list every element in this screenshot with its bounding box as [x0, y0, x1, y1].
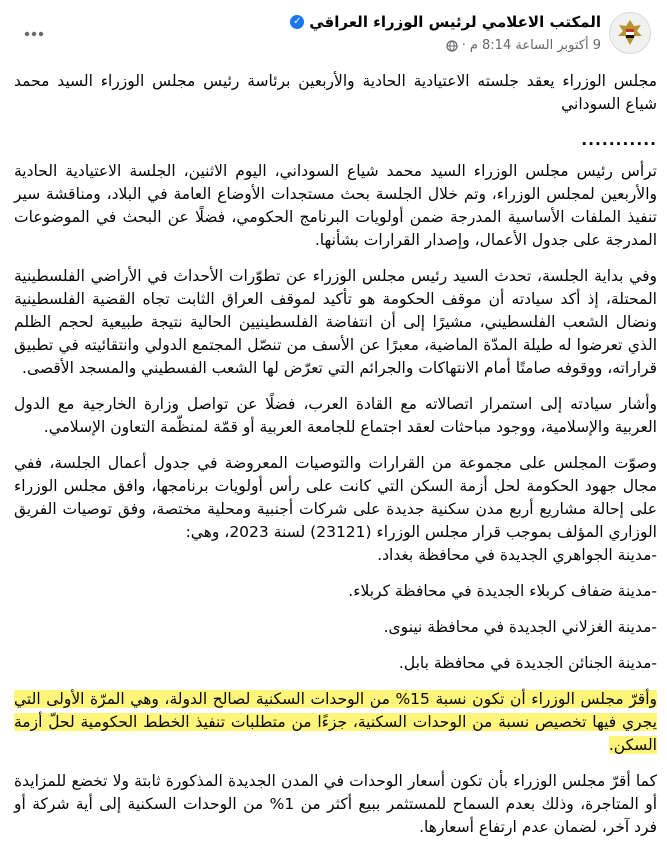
- page-name-row: [290, 13, 601, 31]
- more-options-icon: [24, 31, 44, 37]
- paragraph-fixed-prices: كما أقرّ مجلس الوزراء بأن تكون أسعار الوحدات في المدن الجديدة المذكورة ثابتة ولا تخضع للمزايدة أو المتاجرة، وذلك بعدم السماح للمستثمر ببيع أكثر من 1% من الوحدات السكنية إلى أية شركة أو فرد آخر، لضمان عدم ارتفاع أسعارها.: [14, 772, 657, 836]
- paragraph-arab-contacts: وأشار سيادته إلى استمرار اتصالاته مع القادة العرب، فضلًا عن تواصل وزارة الخارجية مع الدول العربية والإسلامية، ووجود مباحثات لعقد اجتماع للجامعة العربية أو قمّة لمنظّمة التعاون الإسلامي.: [14, 395, 657, 436]
- post-timestamp[interactable]: 9 أكتوبر الساعة 8:14 م: [469, 38, 601, 53]
- post-meta: [446, 38, 601, 53]
- post-header: [0, 0, 667, 70]
- housing-decisions-text: وصوّت المجلس على مجموعة من القرارات والتوصيات المعروضة في جدول أعمال الجلسة، ففي مجال جهود الحكومة لحل أزمة السكن التي كانت على رأس أولويات برنامجها، وافق مجلس الوزراء على إحالة مشاريع أربع مدن سكنية جديدة على شركات أجنبية ومحلية مختصة، وفق توصيات الفريق الوزاري المؤلف بموجب قرار مجلس الوزراء (23121) لسنة 2023، وهي:: [14, 454, 657, 541]
- list-item: -مدينة الجواهري الجديدة في محافظة بغداد.: [377, 546, 657, 564]
- post-headline: مجلس الوزراء يعقد جلسته الاعتيادية الحادية والأربعين برئاسة رئيس مجلس الوزراء السيد محمد شياع السوداني: [14, 72, 657, 113]
- paragraph-highlighted: [14, 688, 657, 757]
- list-item: -مدينة الغزلاني الجديدة في محافظة نينوى.: [383, 618, 657, 636]
- page-name[interactable]: المكتب الاعلامي لرئيس الوزراء العراقي: [309, 13, 601, 31]
- list-item: -مدينة الجنائن الجديدة في محافظة بابل.: [398, 654, 657, 672]
- dots-separator: ...........: [581, 131, 657, 149]
- highlighted-text: وأقرّ مجلس الوزراء أن تكون نسبة 15% من الوحدات السكنية لصالح الدولة، وهي المرّة الأولى التي يجري فيها تخصيص نسبة من الوحدات السكنية، جزءًا من متطلبات تنفيذ الخطط الحكومية لحلّ أزمة السكن.: [14, 690, 657, 754]
- list-item: -مدينة ضفاف كربلاء الجديدة في محافظة كربلاء.: [348, 582, 657, 600]
- paragraph-palestine: وفي بداية الجلسة، تحدث السيد رئيس مجلس الوزراء عن تطوّرات الأحداث في الأراضي الفلسطينية المحتلة، إذ أكد سيادته أن موقف الحكومة هو تأكيد لموقف العراق الثابت تجاه القضية الفلسطينية ونضال الشعب الفلسطيني، مشيرًا إلى أن انتفاضة الفلسطينيين الحالية نتيجة طبيعية لحجم الظلم الذي تعرضوا له طيلة المدّة الماضية، معبرًا عن الأسف من تنصّل المجتمع الدولي وانتقائيته في تطبيق قراراته، ووقوفه صامتًا أمام الانتهاكات والجرائم التي تعرّض لها الشعب الفسطيني والمسجد الأقصى.: [14, 267, 657, 377]
- verified-badge-icon: ✓: [290, 15, 304, 29]
- iraq-emblem-icon: [613, 16, 647, 50]
- meta-separator: ·: [461, 38, 466, 53]
- globe-icon: [446, 40, 458, 52]
- page-avatar[interactable]: [609, 12, 651, 54]
- paragraph-housing-decisions: [14, 452, 657, 544]
- paragraph-session-intro: ترأس رئيس مجلس الوزراء السيد محمد شياع السوداني، اليوم الاثنين، الجلسة الاعتيادية الحادية والأربعين لمجلس الوزراء، وتم خلال الجلسة بحث مستجدات الأوضاع العامة في البلاد، ومناقشة سير تنفيذ الملفات الأساسية المدرجة ضمن أولويات البرنامج الحكومي، فضلًا عن البحث في الموضوعات المدرجة على جدول الأعمال، وإصدار القرارات بشأنها.: [14, 162, 657, 249]
- more-options-button[interactable]: [18, 18, 50, 50]
- post-body: [14, 70, 657, 852]
